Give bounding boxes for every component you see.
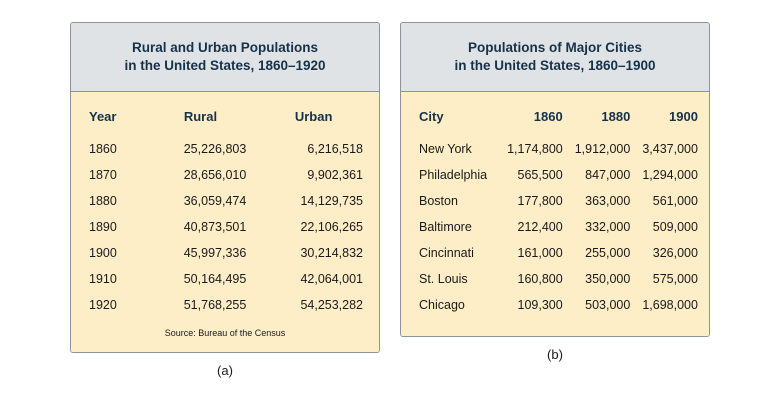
- cell-rural: 45,997,336: [183, 246, 247, 261]
- cell-1860: 1,174,800: [507, 142, 563, 157]
- cell-city: Boston: [419, 194, 458, 209]
- table-row: [85, 266, 365, 292]
- table-row: [85, 240, 365, 266]
- cell-year: 1860: [89, 142, 117, 157]
- cell-urban: 42,064,001: [300, 272, 363, 287]
- cell-1900: 561,000: [652, 194, 698, 209]
- cell-city: Baltimore: [419, 220, 472, 235]
- cell-1860: 177,800: [517, 194, 563, 209]
- cell-1880: 332,000: [585, 220, 631, 235]
- table-a: [85, 106, 365, 318]
- cell-1900: 509,000: [652, 220, 698, 235]
- column-header-1900: 1900: [669, 109, 698, 125]
- table-row: [415, 266, 700, 292]
- column-header-year: Year: [89, 109, 117, 125]
- cell-1860: 161,000: [517, 246, 563, 261]
- cell-year: 1870: [89, 168, 117, 183]
- panel-rural-urban-populations: [70, 22, 380, 407]
- table-b-title: [401, 23, 709, 92]
- table-row: [415, 162, 700, 188]
- cell-rural: 25,226,803: [183, 142, 247, 157]
- table-card-a: [70, 22, 380, 353]
- table-row: [85, 162, 365, 188]
- cell-1880: 350,000: [585, 272, 631, 287]
- table-a-title-line2: in the United States, 1860–1920: [124, 58, 326, 74]
- column-header-1860: 1860: [533, 109, 563, 125]
- table-row: [85, 188, 365, 214]
- table-b-body: [401, 92, 709, 336]
- column-header-rural: Rural: [183, 109, 218, 125]
- table-row: [415, 188, 700, 214]
- table-row: [415, 214, 700, 240]
- cell-1880: 1,912,000: [574, 142, 631, 157]
- cell-urban: 30,214,832: [300, 246, 363, 261]
- cell-rural: 50,164,495: [183, 272, 247, 287]
- panel-major-cities-populations: [400, 22, 710, 407]
- cell-1900: 326,000: [652, 246, 698, 261]
- table-a-title-line1: Rural and Urban Populations: [131, 40, 318, 55]
- table-row: [85, 292, 365, 318]
- cell-1900: 575,000: [652, 272, 698, 287]
- cell-1860: 160,800: [517, 272, 563, 287]
- figure-caption-a: (a): [217, 363, 233, 379]
- cell-1860: 109,300: [517, 298, 563, 313]
- cell-year: 1920: [89, 298, 117, 313]
- cell-urban: 6,216,518: [307, 142, 363, 157]
- table-a-title: [71, 23, 379, 92]
- cell-urban: 9,902,361: [307, 168, 363, 183]
- cell-year: 1880: [89, 194, 117, 209]
- column-header-city: City: [419, 109, 444, 125]
- table-card-b: [400, 22, 710, 337]
- cell-urban: 22,106,265: [300, 220, 363, 235]
- cell-urban: 54,253,282: [300, 298, 363, 313]
- cell-1880: 503,000: [585, 298, 631, 313]
- cell-city: Chicago: [419, 298, 465, 313]
- table-b: [415, 106, 700, 318]
- table-b-title-line1: Populations of Major Cities: [467, 40, 642, 55]
- cell-1900: 1,294,000: [642, 168, 698, 183]
- figure-caption-b: (b): [547, 347, 563, 363]
- cell-1860: 212,400: [517, 220, 563, 235]
- table-row: [85, 136, 365, 162]
- cell-1880: 363,000: [585, 194, 631, 209]
- table-a-header-row: [85, 106, 365, 136]
- cell-city: Cincinnati: [419, 246, 474, 261]
- cell-rural: 51,768,255: [183, 298, 247, 313]
- table-a-body: [71, 92, 379, 352]
- table-row: [85, 214, 365, 240]
- cell-rural: 28,656,010: [183, 168, 247, 183]
- table-row: [415, 136, 700, 162]
- column-header-urban: Urban: [294, 109, 333, 125]
- cell-1900: 3,437,000: [642, 142, 698, 157]
- cell-year: 1890: [89, 220, 117, 235]
- cell-year: 1910: [89, 272, 117, 287]
- cell-city: Philadelphia: [419, 168, 488, 183]
- cell-rural: 36,059,474: [183, 194, 247, 209]
- table-b-title-line2: in the United States, 1860–1900: [454, 58, 656, 74]
- cell-city: New York: [419, 142, 472, 157]
- cell-city: St. Louis: [419, 272, 468, 287]
- table-row: [415, 292, 700, 318]
- table-b-header-row: [415, 106, 700, 136]
- cell-rural: 40,873,501: [183, 220, 247, 235]
- column-header-1880: 1880: [601, 109, 631, 125]
- cell-1900: 1,698,000: [642, 298, 698, 313]
- cell-urban: 14,129,735: [300, 194, 363, 209]
- cell-1860: 565,500: [517, 168, 563, 183]
- cell-year: 1900: [89, 246, 117, 261]
- table-row: [415, 240, 700, 266]
- cell-1880: 847,000: [585, 168, 631, 183]
- table-a-source-note: Source: Bureau of the Census: [164, 328, 286, 339]
- cell-1880: 255,000: [585, 246, 631, 261]
